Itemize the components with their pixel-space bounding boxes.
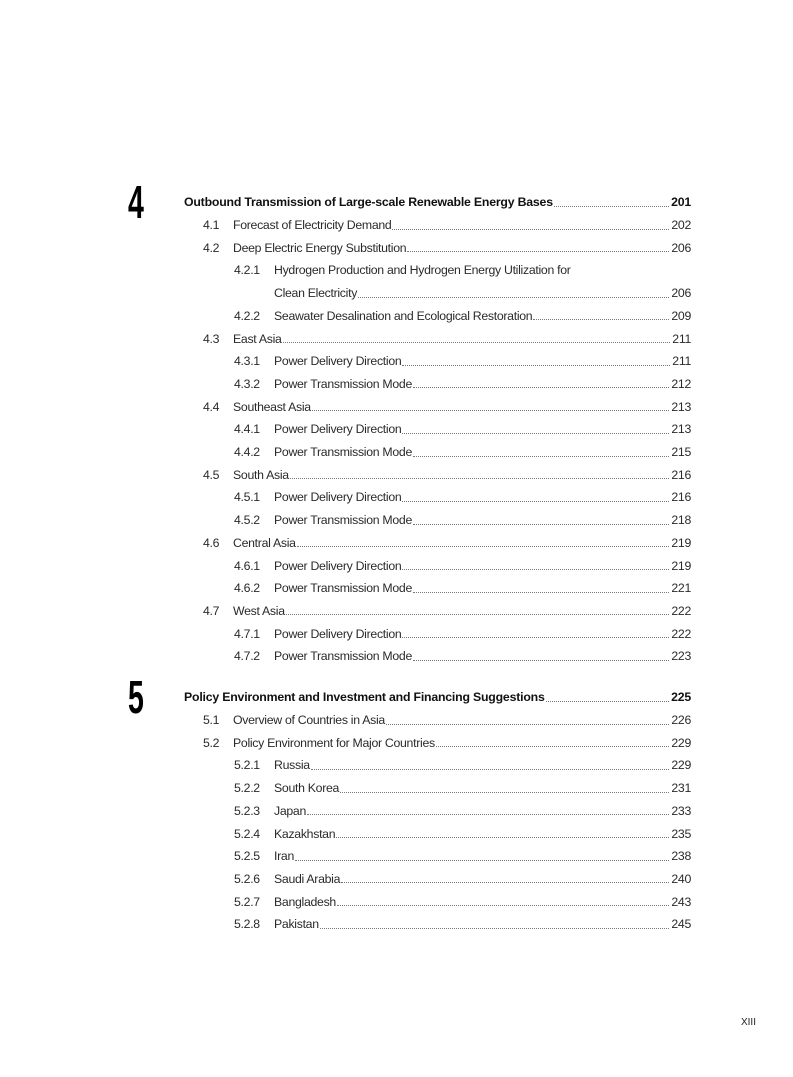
page-ref: 215 <box>671 445 691 460</box>
page-ref: 213 <box>671 422 691 437</box>
section-number: 5.2.3 <box>234 803 260 818</box>
toc-entry[interactable] <box>203 600 691 623</box>
toc-entry[interactable] <box>274 282 691 305</box>
entry-title: Iran <box>274 849 294 864</box>
toc-entry[interactable] <box>234 800 691 823</box>
section-number: 4.2 <box>203 240 220 255</box>
section-number: 4.7 <box>203 603 220 618</box>
page-ref: 221 <box>671 581 691 596</box>
entry-title: Deep Electric Energy Substitution <box>233 240 407 255</box>
section-number: 4.7.2 <box>234 649 260 664</box>
dot-leader <box>392 229 669 230</box>
toc-entry[interactable] <box>234 913 691 936</box>
entry-title: Power Transmission Mode <box>274 581 412 596</box>
section-number: 5.2 <box>203 735 220 750</box>
entry-title: Japan <box>274 803 307 818</box>
toc-entry[interactable] <box>203 236 691 259</box>
dot-leader <box>312 410 670 411</box>
toc-entry[interactable] <box>234 822 691 845</box>
dot-leader <box>402 569 669 570</box>
dot-leader <box>533 319 669 320</box>
page-ref: 233 <box>671 803 691 818</box>
section-number: 4.5.2 <box>234 513 260 528</box>
page-ref: 216 <box>671 490 691 505</box>
entry-title: Power Transmission Mode <box>274 376 412 391</box>
toc-entry[interactable] <box>234 777 691 800</box>
entry-title: Clean Electricity <box>274 286 358 301</box>
page-ref: 245 <box>671 917 691 932</box>
chapter-heading[interactable] <box>184 686 691 709</box>
entry-title: Power Delivery Direction <box>274 558 402 573</box>
section-number: 4.3.1 <box>234 354 260 369</box>
toc-entry[interactable] <box>234 486 691 509</box>
page-ref: 211 <box>672 354 691 369</box>
entry-title: Policy Environment and Investment and Financing Suggestions <box>184 690 545 705</box>
toc-entry[interactable] <box>234 373 691 396</box>
dot-leader <box>402 501 669 502</box>
toc-entry[interactable] <box>234 554 691 577</box>
section-number: 4.1 <box>203 218 220 233</box>
entry-title: Southeast Asia <box>233 399 311 414</box>
entry-title: West Asia <box>233 603 285 618</box>
page-ref: 218 <box>671 513 691 528</box>
page-ref: 212 <box>671 376 691 391</box>
toc-entry[interactable] <box>234 441 691 464</box>
entry-title: Power Delivery Direction <box>274 490 402 505</box>
dot-leader <box>546 701 670 702</box>
section-number: 5.2.6 <box>234 871 260 886</box>
section-number: 5.2.5 <box>234 849 260 864</box>
toc-entry[interactable] <box>234 259 571 282</box>
section-number: 4.4 <box>203 399 220 414</box>
dot-leader <box>386 724 669 725</box>
toc-entry[interactable] <box>203 395 691 418</box>
dot-leader <box>413 524 669 525</box>
chapter-numeral: 4 <box>128 176 144 228</box>
page-ref: 240 <box>671 871 691 886</box>
section-number: 5.2.8 <box>234 917 260 932</box>
toc-entry[interactable] <box>234 350 691 373</box>
toc-entry[interactable] <box>234 645 691 668</box>
entry-title: Power Transmission Mode <box>274 445 412 460</box>
dot-leader <box>358 297 669 298</box>
page-ref: 211 <box>672 331 691 346</box>
entry-title: Saudi Arabia <box>274 871 341 886</box>
dot-leader <box>290 478 670 479</box>
page-number: XIII <box>740 1017 756 1028</box>
page-ref: 219 <box>671 535 691 550</box>
section-number: 4.3 <box>203 331 220 346</box>
section-number: 4.4.2 <box>234 445 260 460</box>
dot-leader <box>402 637 669 638</box>
dot-leader <box>413 387 669 388</box>
dot-leader <box>413 592 669 593</box>
toc-entry[interactable] <box>234 754 691 777</box>
dot-leader <box>337 905 669 906</box>
entry-title: Central Asia <box>233 535 296 550</box>
toc-entry[interactable] <box>234 305 691 328</box>
entry-title: Russia <box>274 758 310 773</box>
page-ref: 225 <box>671 690 691 705</box>
section-number: 4.7.1 <box>234 626 260 641</box>
entry-title: Forecast of Electricity Demand <box>233 218 392 233</box>
toc-entry[interactable] <box>234 577 691 600</box>
dot-leader <box>340 792 669 793</box>
section-number: 4.2.1 <box>234 263 260 278</box>
toc-entry[interactable] <box>203 709 691 732</box>
dot-leader <box>402 365 670 366</box>
toc-entry[interactable] <box>234 868 691 891</box>
section-number: 4.5 <box>203 467 220 482</box>
page-ref: 238 <box>671 849 691 864</box>
toc-entry[interactable] <box>203 532 691 555</box>
page-ref: 206 <box>671 240 691 255</box>
section-number: 5.1 <box>203 713 220 728</box>
dot-leader <box>286 614 670 615</box>
page-ref: 223 <box>671 649 691 664</box>
dot-leader <box>413 456 669 457</box>
dot-leader <box>407 251 669 252</box>
toc-entry[interactable] <box>234 509 691 532</box>
section-number: 5.2.4 <box>234 826 260 841</box>
entry-title: Policy Environment for Major Countries <box>233 735 435 750</box>
section-number: 4.6.1 <box>234 558 260 573</box>
section-number: 5.2.7 <box>234 894 260 909</box>
section-number: 4.3.2 <box>234 376 260 391</box>
dot-leader <box>341 882 669 883</box>
page-ref: 206 <box>671 286 691 301</box>
section-number: 4.4.1 <box>234 422 260 437</box>
entry-title: Seawater Desalination and Ecological Restoration <box>274 308 533 323</box>
toc-entry[interactable] <box>203 327 691 350</box>
entry-title: Power Delivery Direction <box>274 626 402 641</box>
entry-title: Power Transmission Mode <box>274 649 412 664</box>
page-ref: 202 <box>671 218 691 233</box>
toc-entry[interactable] <box>203 463 691 486</box>
entry-title: Overview of Countries in Asia <box>233 713 385 728</box>
section-number: 4.6.2 <box>234 581 260 596</box>
toc-entry[interactable] <box>234 622 691 645</box>
dot-leader <box>413 660 669 661</box>
entry-title: South Korea <box>274 781 340 796</box>
page-ref: 229 <box>671 735 691 750</box>
page-ref: 213 <box>671 399 691 414</box>
page-ref: 222 <box>671 603 691 618</box>
entry-title: Bangladesh <box>274 894 336 909</box>
toc-entry[interactable] <box>234 890 691 913</box>
entry-title: Power Transmission Mode <box>274 513 412 528</box>
page-ref: 222 <box>671 626 691 641</box>
page-ref: 226 <box>671 713 691 728</box>
section-number: 5.2.1 <box>234 758 260 773</box>
entry-title: East Asia <box>233 331 282 346</box>
dot-leader <box>295 860 669 861</box>
page-ref: 235 <box>671 826 691 841</box>
page-ref: 231 <box>671 781 691 796</box>
entry-title: Outbound Transmission of Large-scale Renewable Energy Bases <box>184 195 553 210</box>
toc-entry[interactable] <box>234 845 691 868</box>
entry-title: Power Delivery Direction <box>274 422 402 437</box>
chapter-heading[interactable] <box>184 191 691 214</box>
dot-leader <box>336 837 669 838</box>
toc-entry[interactable] <box>203 214 691 237</box>
page-ref: 216 <box>671 467 691 482</box>
dot-leader <box>307 814 669 815</box>
section-number: 5.2.2 <box>234 781 260 796</box>
page-ref: 209 <box>671 308 691 323</box>
dot-leader <box>402 433 669 434</box>
section-number: 4.6 <box>203 535 220 550</box>
page-ref: 243 <box>671 894 691 909</box>
page-ref: 229 <box>671 758 691 773</box>
dot-leader <box>436 746 670 747</box>
page-ref: 201 <box>671 195 691 210</box>
entry-title: Power Delivery Direction <box>274 354 402 369</box>
dot-leader <box>554 206 669 207</box>
dot-leader <box>311 769 670 770</box>
entry-title: Pakistan <box>274 917 319 932</box>
dot-leader <box>283 342 671 343</box>
chapter-numeral: 5 <box>128 671 144 723</box>
toc-entry[interactable] <box>234 418 691 441</box>
dot-leader <box>297 546 670 547</box>
dot-leader <box>320 928 670 929</box>
toc-entry[interactable] <box>203 731 691 754</box>
section-number: 4.2.2 <box>234 308 260 323</box>
page-ref: 219 <box>671 558 691 573</box>
entry-title: Kazakhstan <box>274 826 336 841</box>
entry-title: Hydrogen Production and Hydrogen Energy Utilization for <box>274 263 571 278</box>
entry-title: South Asia <box>233 467 289 482</box>
section-number: 4.5.1 <box>234 490 260 505</box>
